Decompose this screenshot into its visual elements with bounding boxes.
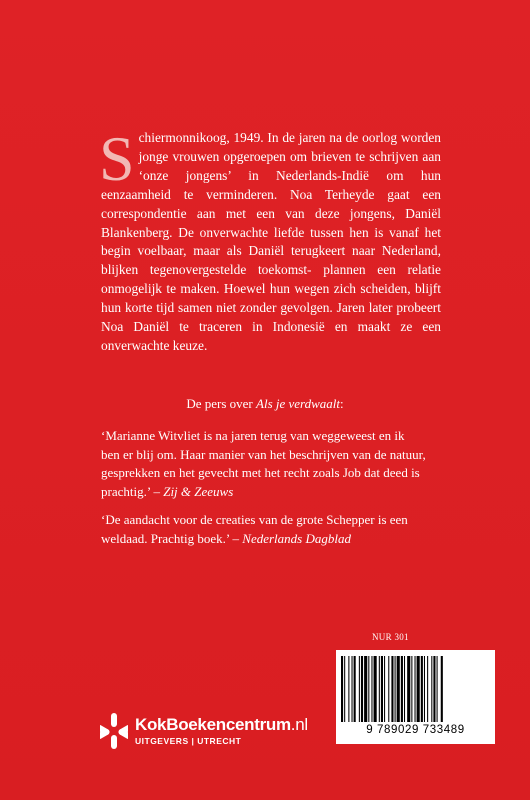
publisher-mark-icon (100, 713, 128, 749)
blurb-line: met een van deze jongens, Daniël Blankenberg. De onverwachte (101, 205, 441, 240)
publisher-name: KokBoekencentrum.nl (135, 715, 308, 734)
isbn-number: 9 789029 733489 (366, 724, 465, 736)
blurb-line: Jaren later probeert Noa Daniël te traceren in Indonesië en maakt (101, 300, 441, 335)
barcode-bars (341, 656, 490, 724)
blurb-text (99, 123, 441, 356)
dropcap: S (99, 123, 135, 194)
quote-source: Zij & Zeeuws (163, 483, 234, 499)
blurb-line: te verminderen. Noa Terheyde gaat een correspondentie aan (101, 186, 441, 221)
blurb-line: ‘onze jongens’ in Nederlands-Indië om hun eenzaamheid (101, 167, 441, 202)
blurb-line: jonge vrouwen opgeroepen om brieven te schrijven aan (138, 148, 441, 164)
blurb-line: chiermonnikoog, 1949. In de jaren na de oorlog worden (138, 130, 441, 145)
blurb-line: liefde tussen hen is vanaf het begin voelbaar, maar als Daniël (101, 224, 441, 259)
blurb-line: plannen een relatie onmogelijk te maken. Hoewel hun wegen (101, 262, 441, 297)
press-quote: ‘De aandacht voor de creaties van de grote Schepper is een weldaad. Prachtig boek.’ – Nederlands Dagblad (101, 512, 408, 546)
blurb (99, 123, 441, 356)
press-quote: ‘Marianne Witvliet is na jaren terug van weggeweest en ik ben er blij om. Haar manier van het beschrijven van de natuur, gesprekken en het gevecht met het recht zoals Job dat deed is prachtig.’ – Zij & Zeeuws (101, 428, 426, 499)
blurb-line: zich scheiden, blijft hun korte tijd samen niet zonder gevolgen. (101, 281, 441, 316)
nur-code: NUR 301 (372, 632, 409, 642)
isbn-barcode (336, 650, 495, 744)
blurb-line: terugkeert naar Nederland, blijken tegenovergestelde toekomst- (101, 243, 441, 278)
blurb-line: ze een onverwachte keuze. (101, 319, 441, 353)
book-title: Als je verdwaalt (256, 396, 341, 411)
press-heading: De pers over Als je verdwaalt: (186, 396, 344, 411)
quote-source: Nederlands Dagblad (242, 530, 351, 546)
publisher-logo (100, 713, 308, 749)
publisher-subtitle: UITGEVERS | UTRECHT (135, 736, 242, 746)
